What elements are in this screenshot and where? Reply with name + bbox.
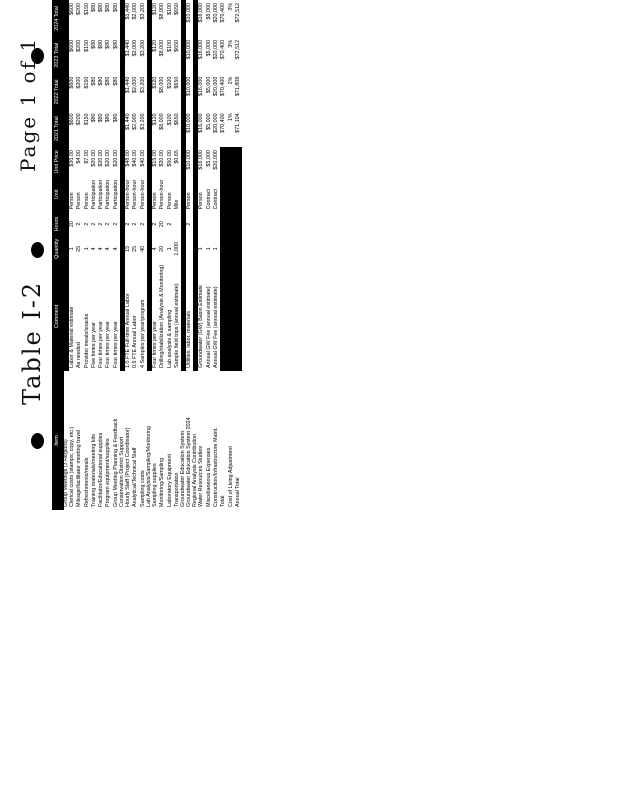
cell-item: Clerical costs (stamps, copy, etc.) <box>69 426 75 507</box>
table-row <box>167 0 174 510</box>
cell-hours: 2 <box>105 222 112 226</box>
cell-y3: $16,000 <box>198 39 205 60</box>
cell-y2: $650 <box>173 76 180 89</box>
cell-y3: 3% <box>227 39 234 48</box>
cell-price <box>220 147 227 176</box>
cell-y4: $2,000 <box>132 3 139 20</box>
table-row <box>220 0 227 510</box>
cell-price: $16,000 <box>198 150 205 170</box>
cell-qty: 1 <box>205 247 212 251</box>
cell-comment: 1.0 FTE Full-time Annual Labor <box>125 293 132 368</box>
cell-qty: 1 <box>198 247 205 251</box>
cell-comment: Annual GW Fee (annual estimate) <box>213 286 220 368</box>
cell-y2: $150 <box>83 76 90 89</box>
cell-hours: 2 <box>90 222 97 226</box>
cell-unit <box>228 176 235 212</box>
table-row <box>132 0 139 510</box>
cell-hours <box>228 212 235 235</box>
cell-y1: $80 <box>98 113 105 123</box>
cell-y4: $1,440 <box>125 3 132 20</box>
column-header: 2023 Total <box>52 37 64 74</box>
cell-unit <box>235 176 242 212</box>
cell-hours <box>220 212 227 235</box>
table-row <box>125 0 132 510</box>
cell-unit: Person <box>83 192 90 210</box>
cell-price: $20.00 <box>112 150 119 167</box>
cell-comment: Utilities, labor, materials <box>186 311 193 368</box>
cell-y3: $70,400 <box>220 39 227 60</box>
cell-qty: 20 <box>159 245 166 252</box>
cell-qty: 15 <box>125 245 132 252</box>
cell-unit: Person-hour <box>132 179 139 210</box>
cell-y1: $8,000 <box>159 113 166 130</box>
cell-qty <box>186 236 193 262</box>
table-row <box>98 0 105 510</box>
cell-y2: $5,000 <box>205 76 212 94</box>
cell-qty: 25 <box>76 245 83 252</box>
cell-y3: $600 <box>69 39 75 52</box>
cell-y4: $650 <box>173 3 180 15</box>
cell-hours: 2 <box>166 222 173 226</box>
cell-price <box>228 147 235 176</box>
cell-y2: $1,440 <box>125 76 132 94</box>
cell-hours: 2 <box>139 222 146 226</box>
cell-item: Refreshments/meals <box>83 457 90 507</box>
cell-unit: Person-hour <box>125 179 132 210</box>
cell-unit: Person-hour <box>139 179 146 210</box>
cell-y4: $72,512 <box>234 3 241 23</box>
cell-comment: Four times per year <box>105 321 112 368</box>
cell-qty: 4 <box>98 247 105 251</box>
column-header: Quantity <box>52 236 64 262</box>
cell-hours <box>235 212 242 235</box>
cell-y1: $80 <box>90 113 97 123</box>
table-body <box>64 0 242 510</box>
cell-item: Training materials/meeting kits <box>90 434 97 507</box>
cell-price: $0.65 <box>173 150 180 164</box>
cell-price: $10,000 <box>186 150 193 170</box>
cell-item: Groundwater Education System 2024 <box>186 417 193 507</box>
cell-y1: $2,000 <box>132 113 139 130</box>
cell-qty: 1 <box>69 247 75 251</box>
cell-qty: 4 <box>112 247 119 251</box>
cell-comment: Lab analysis & sampling <box>166 309 173 368</box>
cell-hours: 2 <box>186 222 193 226</box>
cell-item: Regional Analysis Contribution <box>193 371 198 510</box>
cell-y3: $650 <box>173 39 180 52</box>
cell-unit: Person <box>186 192 193 210</box>
cell-qty: 40 <box>139 245 146 252</box>
cell-y3: $72,512 <box>234 39 241 60</box>
cell-y4: $80 <box>98 3 105 12</box>
cell-y1: $100 <box>166 113 173 126</box>
cell-y4: $3,200 <box>139 3 146 20</box>
cell-y1: $16,000 <box>198 113 205 133</box>
table-row <box>213 0 220 510</box>
table-row <box>76 0 83 510</box>
cell-unit: Person <box>151 192 158 210</box>
cell-y4: $80 <box>112 3 119 12</box>
cell-hours <box>206 212 213 235</box>
column-header: Comment <box>52 262 64 371</box>
cell-unit: Participation <box>112 179 119 210</box>
cell-y3: $80 <box>90 39 97 49</box>
column-header: Unit <box>52 176 64 212</box>
column-header: 2024 Total <box>52 0 64 37</box>
cell-hours <box>198 212 205 235</box>
cell-unit: Participation <box>98 179 105 210</box>
cell-qty: 4 <box>105 247 112 251</box>
cell-y2: $70,400 <box>220 76 227 97</box>
cell-unit: Participation <box>105 179 112 210</box>
cell-item: Laboratory Equipment <box>166 453 173 507</box>
cell-y4: $5,000 <box>205 3 212 20</box>
cell-qty: 25 <box>132 245 139 252</box>
cell-y4: $100 <box>166 3 173 15</box>
cell-y1: $1,440 <box>125 113 132 130</box>
cell-y3: $8,000 <box>159 39 166 57</box>
cell-comment: Provider meals/snacks <box>83 313 90 368</box>
cell-y3: $200 <box>76 39 83 52</box>
cell-item: Transportation <box>173 472 180 507</box>
cell-y2: $71,808 <box>234 76 241 97</box>
cell-comment: Sample field trips (annual estimate) <box>173 283 180 368</box>
table-row <box>152 0 159 510</box>
cell-comment: 4 Samples per year/program <box>139 299 146 368</box>
cell-y1: $120 <box>151 113 158 126</box>
cell-item: Conservation District Support <box>120 371 125 510</box>
cell-hours: 2 <box>76 222 83 226</box>
budget-table <box>52 0 242 510</box>
cell-y3: $80 <box>98 39 105 49</box>
cell-unit: Participation <box>90 179 97 210</box>
cell-unit <box>220 176 227 212</box>
cell-item: Total <box>220 495 227 507</box>
table-row <box>84 0 91 510</box>
cell-price: $20.00 <box>159 150 166 167</box>
cell-item: Program equipment/supplies <box>105 438 112 507</box>
cell-item: Facilitator/Educational supplies <box>98 432 105 507</box>
cell-y1: $71,104 <box>234 113 241 133</box>
cell-unit: Person <box>198 192 205 210</box>
cell-item: Analytical/Technical Staff <box>132 447 139 507</box>
cell-hours: 2 <box>132 222 139 226</box>
cell-y1: $80 <box>105 113 112 123</box>
table-header-row <box>52 0 64 510</box>
cell-y1: 1% <box>227 113 234 122</box>
cell-y3: $120 <box>151 39 158 52</box>
cell-qty: 4 <box>151 247 158 251</box>
cell-y3: $5,000 <box>205 39 212 57</box>
cell-item: Construction/Infrastructure Maint. <box>213 427 220 507</box>
cell-unit: Mile <box>173 199 180 210</box>
cell-price: $40.00 <box>139 150 146 167</box>
cell-y2: $16,000 <box>198 76 205 97</box>
cell-y1: $20,000 <box>213 113 220 133</box>
cell-item: Water Resources Studies <box>198 446 205 507</box>
cell-item: Miscellaneous Expenses <box>205 447 212 507</box>
table-row <box>91 0 98 510</box>
table-row <box>159 0 166 510</box>
cell-qty: 4 <box>90 247 97 251</box>
cell-y1: $3,200 <box>139 113 146 130</box>
cell-qty: 1 <box>213 247 220 251</box>
column-header: Item <box>52 371 64 510</box>
column-header: Unit Price <box>52 147 64 176</box>
cell-y3: $2,000 <box>132 39 139 57</box>
cell-y2: $80 <box>90 76 97 86</box>
cell-hours: 2 <box>151 222 158 226</box>
cell-comment: Labor & Material estimate <box>69 306 75 368</box>
table-row <box>105 0 112 510</box>
cell-y4: $10,000 <box>186 3 193 23</box>
cell-item: Monitoring/Sampling <box>159 457 166 507</box>
cell-y2: $80 <box>98 76 105 86</box>
cell-price: $40.00 <box>132 150 139 167</box>
cell-qty <box>220 236 227 262</box>
cell-y2: $120 <box>151 76 158 89</box>
cell-y1: $5,000 <box>205 113 212 130</box>
cell-item: Mileage/facilitator meeting travel <box>76 429 83 507</box>
cell-unit: Contract <box>205 189 212 210</box>
cell-y4: $20,000 <box>213 3 220 23</box>
cell-y1: $80 <box>112 113 119 123</box>
cell-qty <box>228 236 235 262</box>
cell-hours: 20 <box>159 221 166 228</box>
cell-price: $20,000 <box>213 150 220 170</box>
cell-qty: 1 <box>166 247 173 251</box>
table-row <box>69 0 76 510</box>
cell-hours <box>174 212 181 235</box>
cell-y2: $10,000 <box>186 76 193 97</box>
column-header: Hours <box>52 212 64 235</box>
cell-y3: $80 <box>105 39 112 49</box>
cell-y3: $10,000 <box>186 39 193 60</box>
column-header: 2022 Total <box>52 74 64 111</box>
cell-y2: $2,000 <box>132 76 139 94</box>
cell-y2: 2% <box>227 76 234 85</box>
cell-y4: $600 <box>69 3 75 15</box>
cell-y4: $120 <box>151 3 158 15</box>
cell-comment: Four times per year <box>112 321 119 368</box>
cell-qty: 1,000 <box>173 242 180 256</box>
cell-comment: Five times per year <box>90 322 97 368</box>
cell-comment: Four times per year <box>98 321 105 368</box>
cell-item: Lab Analysis/Sampling/Monitoring <box>147 371 152 510</box>
cell-unit: Person <box>166 192 173 210</box>
cell-hours: 2 <box>112 222 119 226</box>
cell-y4: $16,000 <box>198 3 205 23</box>
cell-price: $50.00 <box>166 150 173 167</box>
cell-y3: $3,200 <box>139 39 146 57</box>
cell-item: Group Meetings (3 Regions) <box>64 371 69 510</box>
cell-comment: Four times per year <box>151 321 158 368</box>
cell-comment: Drilling/stabilization (Analysis & Monitoring) <box>159 264 166 368</box>
cell-unit: Person <box>76 192 83 210</box>
cell-price: $20.00 <box>98 150 105 167</box>
cell-y4: $8,000 <box>159 3 166 20</box>
cell-price: $7.00 <box>83 150 90 164</box>
cell-price: $20.00 <box>90 150 97 167</box>
table-row <box>228 0 235 510</box>
cell-y4: $70,400 <box>220 3 227 23</box>
cell-price: $30.00 <box>69 150 75 167</box>
cell-price: $5,000 <box>205 150 212 167</box>
table-row <box>113 0 120 510</box>
cell-y1: $600 <box>69 113 75 126</box>
cell-item: Annual Total <box>234 477 241 507</box>
cell-hours: 20 <box>69 221 75 228</box>
page-number: Page 1 of 1 <box>16 36 40 172</box>
table-title: Table I-2 <box>18 280 46 405</box>
cell-y1: $650 <box>173 113 180 126</box>
cell-price: $4.00 <box>76 150 83 164</box>
cell-y3: $20,000 <box>213 39 220 60</box>
cell-y2: $3,200 <box>139 76 146 94</box>
cell-y3: $80 <box>112 39 119 49</box>
cell-y4: $80 <box>90 3 97 12</box>
cell-comment: Groundwater (GW) Basin Estimate <box>198 284 205 368</box>
cell-item: Group Meeting Planning & Feedback <box>112 418 119 507</box>
cell-y4: $80 <box>105 3 112 12</box>
cell-y3: $100 <box>166 39 173 52</box>
cell-y4: $150 <box>83 3 90 15</box>
cell-y2: $200 <box>76 76 83 89</box>
table-row <box>206 0 213 510</box>
cell-y2: $100 <box>166 76 173 89</box>
column-header: 2021 Total <box>52 110 64 147</box>
cell-y1: $200 <box>76 113 83 126</box>
cell-y4: $200 <box>76 3 83 15</box>
cell-y1: $70,400 <box>220 113 227 133</box>
cell-qty: 1 <box>83 247 90 251</box>
cell-item: Sampling costs <box>139 470 146 507</box>
cell-comment <box>220 262 227 371</box>
cell-hours: 2 <box>98 222 105 226</box>
cell-y2: $600 <box>69 76 75 89</box>
cell-price: $48.00 <box>125 150 132 167</box>
cell-price: $20.00 <box>105 150 112 167</box>
cell-price: $15.00 <box>151 150 158 167</box>
cell-y2: $20,000 <box>213 76 220 97</box>
cell-y2: $80 <box>105 76 112 86</box>
cell-unit: Person-hour <box>159 179 166 210</box>
cell-comment: Annual GW Fee (annual estimate) <box>205 286 212 368</box>
cell-unit: Person <box>69 192 75 210</box>
cell-hours <box>213 212 220 235</box>
cell-item: Hourly Staff (Project Coordinator) <box>125 427 132 507</box>
cell-qty <box>235 236 242 262</box>
cell-y1: $150 <box>83 113 90 126</box>
cell-unit: Contract <box>213 189 220 210</box>
cell-y4: 3% <box>227 3 234 11</box>
cell-y3: $150 <box>83 39 90 52</box>
cell-y1: $10,000 <box>186 113 193 133</box>
cell-y2: $8,000 <box>159 76 166 94</box>
cell-price <box>235 147 242 176</box>
table-row <box>235 0 242 510</box>
cell-item: Sampling supplies <box>151 463 158 507</box>
cell-y2: $80 <box>112 76 119 86</box>
cell-item: Cost of Living Adjustment <box>227 446 234 507</box>
cell-y3: $1,440 <box>125 39 132 57</box>
cell-comment: As needed <box>76 342 83 368</box>
cell-hours: 2 <box>125 222 132 226</box>
cell-hours: 2 <box>83 222 90 226</box>
table-row <box>198 0 205 510</box>
cell-comment <box>235 262 242 371</box>
cell-comment <box>228 262 235 371</box>
cell-item: Groundwater Education System <box>181 371 186 510</box>
cell-comment: 0.5 FTE Annual Labor <box>132 315 139 368</box>
